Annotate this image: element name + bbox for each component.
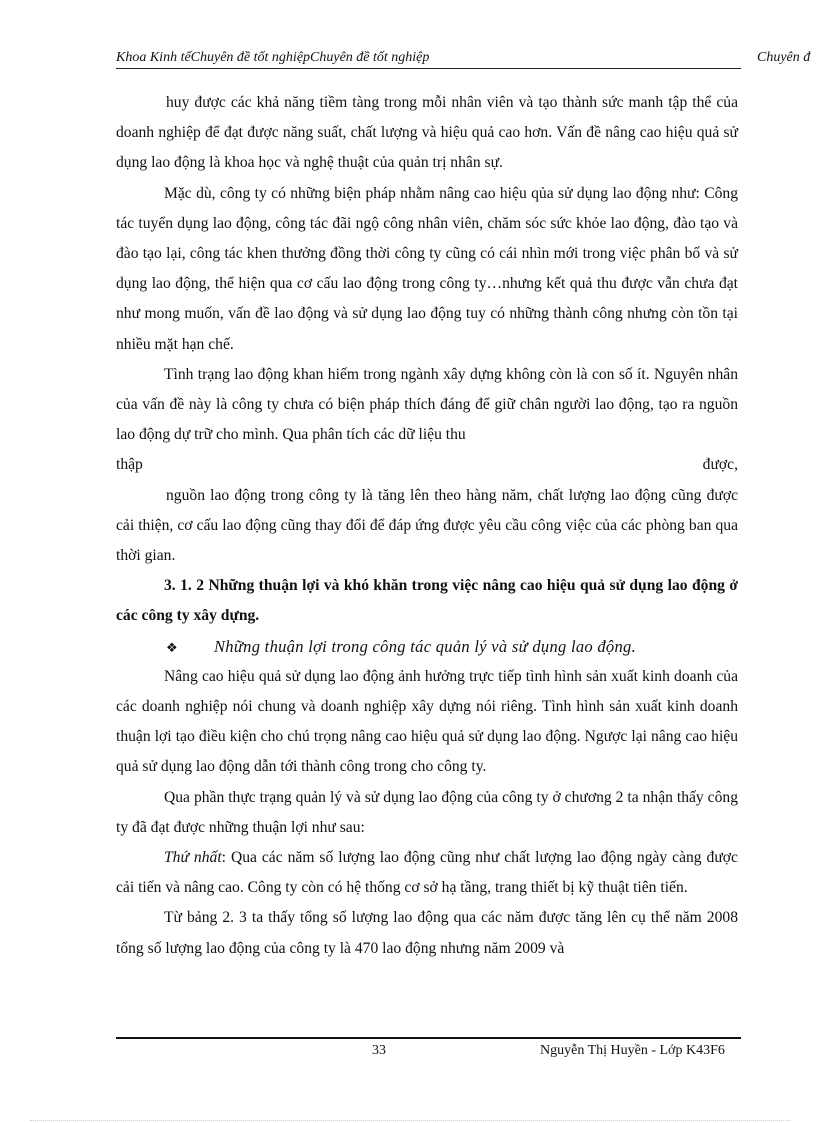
paragraph: Tình trạng lao động khan hiếm trong ngành xây dựng không còn là con số ít. Nguyên nhân của vấn đề này là công ty chưa có biện pháp thích đáng để giữ chân người lao động, tạo ra nguồn lao động dự trữ cho mình. Qua phân tích các dữ liệu thu (116, 365, 738, 444)
paragraph: Qua phần thực trạng quản lý và sử dụng lao động của công ty ở chương 2 ta nhận thấy công ty đã đạt được những thuận lợi như sau: (116, 788, 738, 836)
running-header-title: Khoa Kinh tếChuyên đề tốt nghiệpChuyên đề tốt nghiệp (116, 50, 430, 65)
paragraph: Nâng cao hiệu quả sử dụng lao động ảnh hưởng trực tiếp tình hình sản xuất kinh doanh của các doanh nghiệp nói chung và doanh nghiệp xây dựng nói riêng. Tình hình sản xuất kinh doanh thuận lợi tạo điều kiện cho chú trọng nâng cao hiệu quả sử dụng lao động. Ngược lại nâng cao hiệu quả sử dụng lao động dẫn tới thành công trong cho công ty. (116, 667, 738, 776)
bullet-text: Những thuận lợi trong công tác quản lý và sử dụng lao động. (214, 636, 636, 656)
paragraph-text: : Qua các năm số lượng lao động cũng như chất lượng lao động ngày càng được cải tiến và nâng cao. Công ty còn có hệ thống cơ sở hạ tầng, trang thiết bị kỹ thuật tiên tiến. (116, 849, 738, 897)
justified-word-left: thập (116, 456, 143, 474)
diamond-bullet-icon: ❖ (166, 640, 178, 656)
footer-divider (116, 1037, 741, 1039)
paragraph: Từ bảng 2. 3 ta thấy tổng số lượng lao động qua các năm được tăng lên cụ thể năm 2008 tổng số lượng lao động của công ty là 470 lao động nhưng năm 2009 và (116, 909, 738, 957)
running-header-right: Chuyên đ (757, 50, 811, 65)
header-divider (116, 68, 741, 69)
section-heading: 3. 1. 2 Những thuận lợi và khó khăn trong việc nâng cao hiệu quả sử dụng lao động ở các công ty xây dựng. (116, 577, 738, 625)
justified-word-right: được, (702, 456, 738, 474)
paragraph: Mặc dù, công ty có những biện pháp nhằm nâng cao hiệu qủa sử dụng lao động như: Công tác tuyển dụng lao động, công tác đãi ngộ công nhân viên, chăm sóc sức khỏe lao động, đào tạo và đào tạo lại, công tác khen thưởng đồng thời công ty cũng có cái nhìn mới trong việc phân bố và sử dụng lao động, thể hiện qua cơ cấu lao động trong công ty…nhưng kết quả thu được vẫn chưa đạt như mong muốn, vấn đề lao động và sử dụng lao động tuy có những thành công nhưng còn tồn tại nhiều mặt hạn chế. (116, 184, 738, 353)
paragraph: huy được các khả năng tiềm tàng trong mỗi nhân viên và tạo thành sức manh tập thể của doanh nghiệp để đạt được năng suất, chất lượng và hiệu quả cao hơn. Vấn đề nâng cao hiệu quả sử dụng lao động là khoa học và nghệ thuật của quản trị nhân sự. (116, 94, 738, 172)
bullet-item (116, 632, 738, 662)
page-edge (30, 1120, 790, 1121)
page-number: 33 (372, 1043, 386, 1058)
justified-line (116, 450, 738, 480)
paragraph: nguồn lao động trong công ty là tăng lên theo hàng năm, chất lượng lao động cũng được cải thiện, cơ cấu lao động cũng thay đổi để đáp ứng được yêu cầu công việc của các phòng ban qua thời gian. (116, 486, 738, 565)
document-body (116, 88, 738, 964)
emphasis-lead: Thứ nhất (164, 849, 222, 867)
footer-author: Nguyễn Thị Huyền - Lớp K43F6 (540, 1043, 725, 1058)
paragraph (116, 843, 738, 903)
